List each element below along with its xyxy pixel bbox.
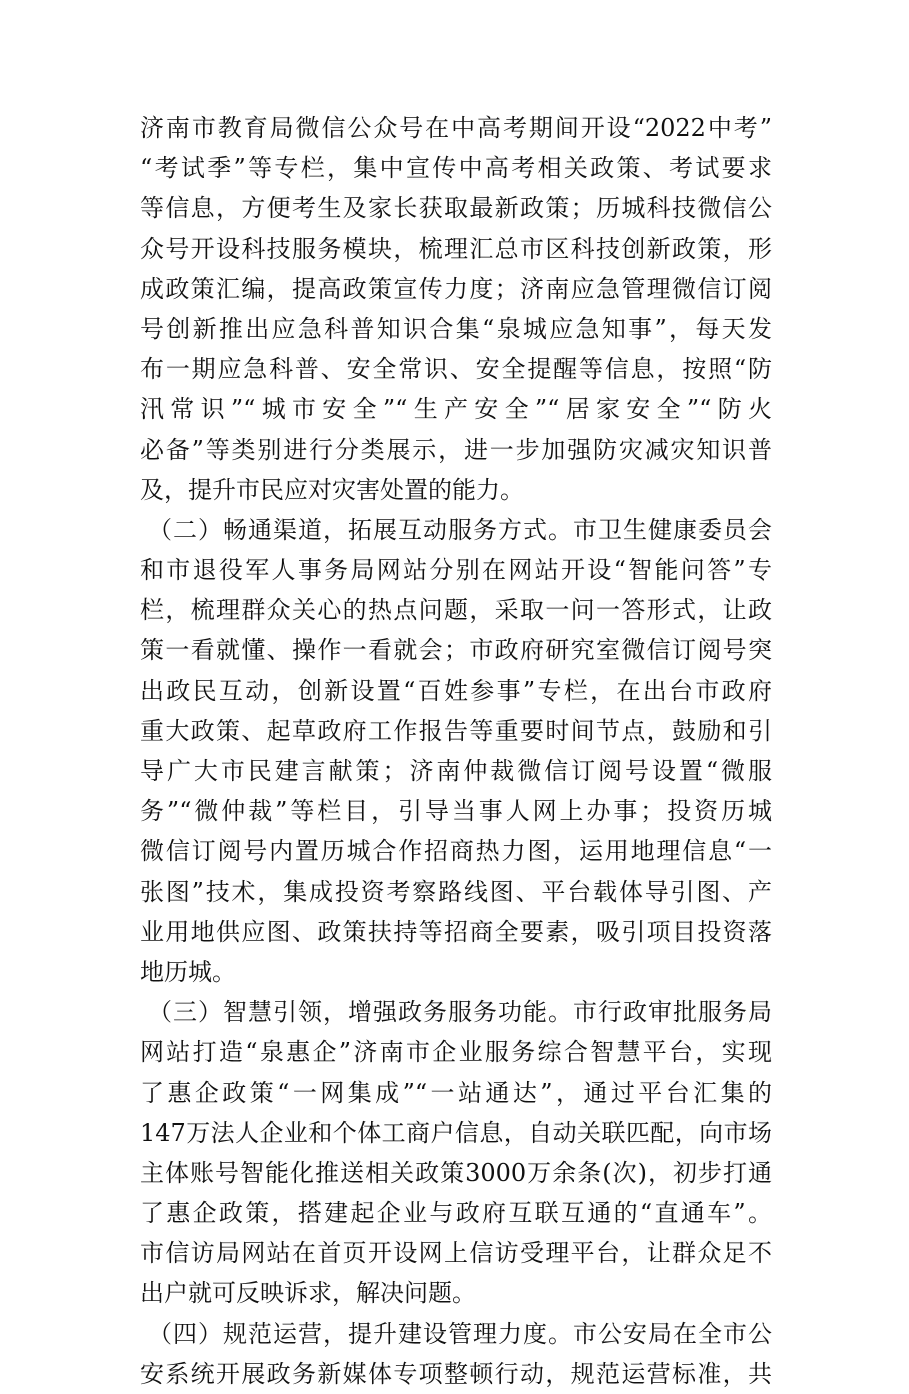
text-line: 汛常识”“城市安全”“生产安全”“居家安全”“防火 bbox=[140, 395, 772, 424]
text-line: 出政民互动，创新设置“百姓参事”专栏，在出台市政府 bbox=[140, 676, 772, 705]
text-line: 业用地供应图、政策扶持等招商全要素，吸引项目投资落 bbox=[140, 917, 772, 946]
text-line: 策一看就懂、操作一看就会；市政府研究室微信订阅号突 bbox=[140, 636, 772, 665]
text-line: 出户就可反映诉求，解决问题。 bbox=[140, 1279, 476, 1308]
text-line: 张图”技术，集成投资考察路线图、平台载体导引图、产 bbox=[140, 877, 772, 906]
text-line: 微信订阅号内置历城合作招商热力图，运用地理信息“一 bbox=[140, 837, 772, 866]
text-line: 布一期应急科普、安全常识、安全提醒等信息，按照“防 bbox=[140, 355, 772, 384]
text-line: 主体账号智能化推送相关政策3000万余条(次)，初步打通 bbox=[140, 1158, 772, 1187]
text-line: 成政策汇编，提高政策宣传力度；济南应急管理微信订阅 bbox=[140, 274, 772, 303]
text-line: （二）畅通渠道，拓展互动服务方式。市卫生健康委员会 bbox=[148, 515, 772, 544]
text-line: 网站打造“泉惠企”济南市企业服务综合智慧平台，实现 bbox=[140, 1038, 772, 1067]
text-line: 安系统开展政务新媒体专项整顿行动，规范运营标准，共 bbox=[140, 1359, 772, 1388]
text-line: 了惠企政策“一网集成”“一站通达”，通过平台汇集的 bbox=[140, 1078, 772, 1107]
document-body bbox=[140, 108, 772, 1394]
text-line: 栏，梳理群众关心的热点问题，采取一问一答形式，让政 bbox=[140, 596, 772, 625]
text-line: 147万法人企业和个体工商户信息，自动关联匹配，向市场 bbox=[140, 1118, 772, 1147]
text-line: 必备”等类别进行分类展示，进一步加强防灾减灾知识普 bbox=[140, 435, 772, 464]
text-line: “考试季”等专栏，集中宣传中高考相关政策、考试要求 bbox=[140, 154, 772, 183]
text-line: 和市退役军人事务局网站分别在网站开设“智能问答”专 bbox=[140, 556, 772, 585]
text-line: 了惠企政策，搭建起企业与政府互联互通的“直通车”。 bbox=[140, 1199, 772, 1228]
text-line: 及，提升市民应对灾害处置的能力。 bbox=[140, 475, 524, 504]
text-line: 市信访局网站在首页开设网上信访受理平台，让群众足不 bbox=[140, 1239, 772, 1268]
text-line: （四）规范运营，提升建设管理力度。市公安局在全市公 bbox=[148, 1319, 772, 1348]
text-line: 济南市教育局微信公众号在中高考期间开设“2022中考” bbox=[140, 114, 772, 142]
text-line: 等信息，方便考生及家长获取最新政策；历城科技微信公 bbox=[140, 194, 772, 223]
text-line: 务”“微仲裁”等栏目，引导当事人网上办事；投资历城 bbox=[140, 797, 772, 826]
text-line: 号创新推出应急科普知识合集“泉城应急知事”，每天发 bbox=[140, 314, 772, 343]
text-line: 导广大市民建言献策；济南仲裁微信订阅号设置“微服 bbox=[140, 757, 772, 785]
text-line: （三）智慧引领，增强政务服务功能。市行政审批服务局 bbox=[148, 998, 772, 1027]
text-line: 众号开设科技服务模块，梳理汇总市区科技创新政策，形 bbox=[140, 234, 772, 263]
text-line: 地历城。 bbox=[140, 957, 236, 986]
text-line: 重大政策、起草政府工作报告等重要时间节点，鼓励和引 bbox=[140, 716, 772, 745]
